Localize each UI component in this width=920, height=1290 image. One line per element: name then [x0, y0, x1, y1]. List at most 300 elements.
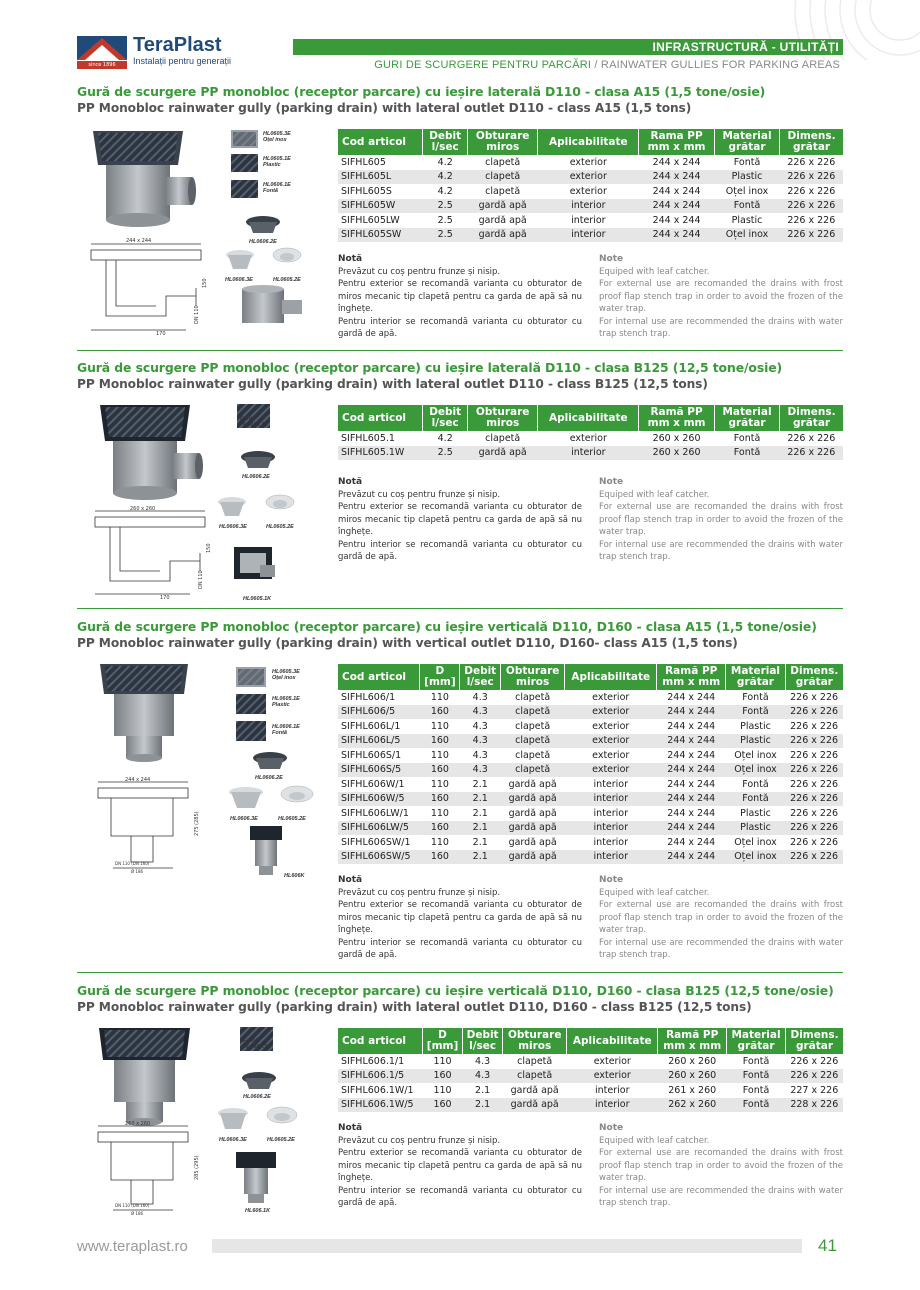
note-ro-3 — [338, 874, 582, 962]
table-cell: SIFHL606LW/1 — [341, 807, 409, 819]
flap-trap-icon-4 — [266, 1106, 298, 1134]
category-bar: INFRASTRUCTURĂ - UTILITĂȚI — [293, 39, 843, 55]
table-cell: 2.1 — [472, 778, 488, 790]
table-cell: 4.2 — [437, 185, 453, 197]
table-cell: 244 x 244 — [652, 156, 701, 168]
column-header: D [mm] — [423, 1028, 463, 1054]
table-row — [338, 199, 843, 214]
note-en-head: Note — [599, 254, 624, 264]
table-cell: 226 x 226 — [787, 156, 836, 168]
table-row — [338, 777, 843, 792]
column-header: Material grătar — [727, 1028, 786, 1054]
table-cell: 260 x 260 — [658, 1069, 727, 1084]
note-en-4 — [599, 1122, 843, 1210]
logo-tagline: Instalații pentru generații — [133, 56, 232, 66]
note-en-head: Note — [599, 477, 624, 487]
column-header: Debit l/sec — [423, 129, 468, 155]
table-cell: exterior — [565, 734, 657, 749]
leaf-basket-icon-3 — [250, 749, 290, 773]
table-row — [338, 690, 843, 705]
table-cell: Oțel inox — [734, 836, 777, 848]
section-2-title-ro: Gură de scurgere PP monobloc (receptor parcare) cu ieșire laterală D110 - clasa B125 (12,5 tone/osie) — [77, 360, 783, 375]
section-3-title-en: PP Monobloc rainwater gully (parking drain) with vertical outlet D110, D160- class A15 (1,5 tons) — [77, 636, 738, 650]
table-row — [338, 170, 843, 185]
note-en-l1: Equiped with leaf catcher. — [599, 266, 710, 277]
table-cell: gardă apă — [478, 214, 527, 226]
acc-label-2-4: HL0605.2E — [266, 524, 294, 530]
table-cell: Fontă — [726, 705, 785, 720]
column-header: Ramă PP mm x mm — [639, 405, 715, 431]
table-cell: 160 — [420, 821, 460, 836]
table-cell: SIFHL606.1/5 — [338, 1069, 423, 1084]
table-cell: 244 x 244 — [667, 691, 716, 703]
table-cell: 226 x 226 — [785, 734, 843, 749]
table-cell: clapetă — [501, 734, 565, 749]
table-cell: 110 — [433, 1084, 452, 1096]
table-row — [338, 850, 843, 865]
table-cell: 4.3 — [460, 734, 501, 749]
acc-label-2: HL0605.1E Plastic — [263, 156, 291, 168]
table-cell: 110 — [433, 1055, 452, 1067]
table-cell: gardă apă — [467, 446, 537, 461]
table-cell: 160 — [420, 792, 460, 807]
dim-width-2: 260 x 260 — [130, 506, 156, 512]
table-cell: interior — [595, 1084, 630, 1096]
table-cell: gardă apă — [467, 228, 537, 243]
table-cell: 244 x 244 — [639, 170, 715, 185]
subtitle-ro: GURI DE SCURGERE PENTRU PARCĂRI — [374, 59, 592, 71]
water-trap-icon-4 — [217, 1107, 249, 1133]
grate-cast-icon — [231, 180, 258, 198]
table-cell: SIFHL605.1W — [338, 446, 423, 461]
table-cell: 244 x 244 — [652, 214, 701, 226]
table-row — [338, 705, 843, 720]
table-cell: 226 x 226 — [787, 432, 836, 444]
section-2-title-en: PP Monobloc rainwater gully (parking drain) with lateral outlet D110 - class B125 (12,5 tons) — [77, 377, 708, 391]
table-cell: 2.5 — [423, 228, 468, 243]
table-cell: 226 x 226 — [787, 214, 836, 226]
teraplast-logo — [77, 34, 247, 68]
section-4-title-en: PP Monobloc rainwater gully (parking drain) with lateral outlet D110, D160 - class B125 (12,5 tons) — [77, 1000, 752, 1014]
table-row — [338, 835, 843, 850]
logo-name: TeraPlast — [133, 34, 222, 56]
column-header: Cod articol — [338, 664, 420, 690]
table-cell: SIFHL606.1W/1 — [341, 1084, 414, 1096]
table-cell: 244 x 244 — [657, 821, 726, 836]
table-row — [338, 792, 843, 807]
table-cell: 4.2 — [423, 170, 468, 185]
header-subtitle — [293, 59, 840, 71]
table-cell: 244 x 244 — [667, 720, 716, 732]
table-cell: SIFHL606LW/5 — [338, 821, 420, 836]
dim-height-2: 150 — [206, 543, 212, 553]
table-cell: 228 x 226 — [786, 1098, 843, 1113]
table-cell: exterior — [592, 691, 630, 703]
note-en-l2: For external use are recomanded the drains with frost proof flap stench trap in order to avoid the frozen of the water trap. — [599, 1148, 843, 1183]
table-cell: SIFHL605LW — [341, 214, 400, 226]
water-trap-icon-3 — [228, 786, 264, 812]
dim-width-3: 244 x 244 — [125, 777, 151, 783]
table-cell: exterior — [567, 1069, 658, 1084]
column-header: Ramă PP mm x mm — [658, 1028, 727, 1054]
acc-label-4-1: Fontă HL0606.1E — [243, 1038, 271, 1050]
table-cell: 226 x 226 — [790, 807, 839, 819]
table-cell: SIFHL605S — [341, 185, 392, 197]
table-cell: SIFHL606W/1 — [341, 778, 405, 790]
note-en-l3: For internal use are recommended the drains with water trap stench trap. — [599, 316, 843, 339]
note-ro-2 — [338, 476, 582, 564]
table-cell: interior — [593, 807, 628, 819]
note-ro-1 — [338, 253, 582, 341]
note-en-l3: For internal use are recommended the drains with water trap stench trap. — [599, 937, 843, 960]
note-en-l2: For external use are recomanded the drains with frost proof flap stench trap in order to avoid the frozen of the water trap. — [599, 900, 843, 935]
note-ro-head: Notă — [338, 875, 363, 885]
gully-vertical-drawing — [93, 776, 203, 874]
note-ro-4 — [338, 1122, 582, 1210]
gully-vertical-b125-photo — [97, 1026, 192, 1126]
table-cell: 226 x 226 — [780, 170, 843, 185]
table-cell: 226 x 226 — [790, 691, 839, 703]
table-cell: SIFHL605W — [338, 199, 423, 214]
note-en-l2: For external use are recomanded the drains with frost proof flap stench trap in order to avoid the frozen of the water trap. — [599, 279, 843, 314]
flap-trap-icon-3 — [280, 785, 314, 813]
leaf-basket-icon-4 — [239, 1069, 279, 1093]
note-ro-l2: Pentru exterior se recomandă varianta cu obturator de miros mecanic tip clapetă pentru ca garda de apă să nu înghețe. — [338, 900, 582, 935]
table-cell: 244 x 244 — [657, 734, 726, 749]
acc-label-2-3: HL0606.3E — [219, 524, 247, 530]
spec-table-3 — [338, 664, 843, 864]
table-cell: 2.5 — [423, 446, 468, 461]
table-cell: 226 x 226 — [780, 446, 843, 461]
table-cell: 160 — [420, 763, 460, 778]
acc-label-3-2: HL0605.1E Plastic — [272, 696, 300, 708]
table-cell: SIFHL605SW — [338, 228, 423, 243]
table-cell: clapetă — [515, 691, 551, 703]
acc-label-3-4: HL0606.2E — [255, 775, 283, 781]
outlet-insert-icon — [237, 284, 307, 332]
table-cell: 226 x 226 — [785, 850, 843, 865]
section-1 — [77, 84, 843, 115]
table-cell: gardă apă — [501, 821, 565, 836]
table-cell: Plastic — [726, 821, 785, 836]
note-en-l1: Equiped with leaf catcher. — [599, 887, 710, 898]
table-cell: SIFHL606S/5 — [338, 763, 420, 778]
grate-cast-icon-3 — [236, 721, 266, 741]
table-cell: 4.3 — [472, 749, 488, 761]
dim-height-4: 285 (295) — [194, 1155, 200, 1180]
dim-outlet-3: DN 110 (DN 160) — [115, 861, 150, 866]
table-cell: 4.3 — [460, 763, 501, 778]
table-cell: 2.1 — [475, 1084, 491, 1096]
column-header: D [mm] — [420, 664, 460, 690]
table-cell: Oțel inox — [726, 850, 785, 865]
table-cell: 244 x 244 — [652, 185, 701, 197]
note-ro-head: Notă — [338, 477, 363, 487]
table-cell: 2.1 — [460, 792, 501, 807]
subtitle-en: RAINWATER GULLIES FOR PARKING AREAS — [600, 59, 840, 71]
table-cell: exterior — [592, 749, 630, 761]
table-cell: exterior — [569, 432, 607, 444]
table-row — [338, 446, 843, 461]
acc-label-4-3: HL0606.3E — [219, 1137, 247, 1143]
table-row — [338, 184, 843, 199]
column-header: Dimens. grătar — [785, 664, 843, 690]
table-cell: interior — [565, 850, 657, 865]
table-cell: exterior — [565, 705, 657, 720]
note-ro-l2: Pentru exterior se recomandă varianta cu obturator de miros mecanic tip clapetă pentru ca garda de apă să nu înghețe. — [338, 279, 582, 314]
table-cell: SIFHL606S/1 — [341, 749, 402, 761]
column-header: Obturare miros — [501, 664, 565, 690]
note-ro-l1: Prevăzut cu coș pentru frunze și nisip. — [338, 489, 501, 500]
table-row — [338, 1054, 843, 1069]
note-ro-l3: Pentru interior se recomandă varianta cu obturator cu gardă de apă. — [338, 539, 582, 562]
table-cell: clapetă — [517, 1055, 553, 1067]
logo-since: since 1896 — [77, 61, 127, 69]
table-row — [338, 748, 843, 763]
table-row — [338, 431, 843, 446]
table-cell: 4.2 — [437, 432, 453, 444]
table-cell: exterior — [593, 1055, 631, 1067]
table-cell: 226 x 226 — [780, 199, 843, 214]
dim-height: 150 — [202, 278, 208, 288]
grate-plastic-icon — [231, 154, 258, 172]
table-row — [338, 763, 843, 778]
column-header: Cod articol — [338, 129, 423, 155]
flap-trap-icon — [272, 247, 302, 273]
gully-vertical-b125-drawing — [93, 1120, 203, 1216]
gully-lateral-b125-drawing — [90, 505, 215, 600]
table-cell: 244 x 244 — [667, 836, 716, 848]
spec-table-4 — [338, 1028, 843, 1112]
table-cell: SIFHL605.1 — [341, 432, 395, 444]
table-cell: 226 x 226 — [785, 821, 843, 836]
table-cell: 4.3 — [460, 705, 501, 720]
table-cell: 260 x 260 — [639, 446, 715, 461]
table-cell: SIFHL606SW/1 — [341, 836, 411, 848]
table-row — [338, 228, 843, 243]
note-en-2 — [599, 476, 843, 564]
table-cell: clapetă — [515, 720, 551, 732]
table-cell: Oțel inox — [714, 228, 779, 243]
table-cell: 4.2 — [437, 156, 453, 168]
dim-length-2: 170 — [160, 595, 170, 600]
table-cell: clapetă — [485, 156, 521, 168]
subtitle-sep: / — [591, 59, 601, 71]
table-cell: 226 x 226 — [790, 836, 839, 848]
table-row — [338, 213, 843, 228]
table-cell: interior — [538, 446, 639, 461]
table-cell: 244 x 244 — [639, 228, 715, 243]
table-cell: Plastic — [731, 214, 763, 226]
dim-outlet-2: DN 110 — [198, 570, 204, 589]
column-header: Aplicabilitate — [567, 1028, 658, 1054]
dim-outlet: DN 110 — [194, 305, 200, 324]
acc-label-1: HL0605.3E Oțel inox — [263, 131, 291, 143]
table-cell: SIFHL606.1W/5 — [338, 1098, 423, 1113]
acc-label-4-4: HL0605.2E — [267, 1137, 295, 1143]
table-cell: SIFHL606/5 — [338, 705, 420, 720]
table-cell: SIFHL606L/1 — [341, 720, 401, 732]
acc-label-3: HL0606.1E Fontă — [263, 182, 291, 194]
note-en-3 — [599, 874, 843, 962]
table-cell: Oțel inox — [725, 185, 769, 197]
table-cell: exterior — [565, 763, 657, 778]
note-ro-l3: Pentru interior se recomandă varianta cu obturator cu gardă de apă. — [338, 1185, 582, 1208]
acc-label-4-5: HL606.1K — [245, 1208, 271, 1214]
water-trap-icon — [225, 249, 255, 273]
dim-length: 170 — [156, 331, 166, 336]
column-header: Material grătar — [714, 405, 779, 431]
table-cell: clapetă — [501, 763, 565, 778]
table-cell: Fontă — [733, 156, 761, 168]
section-2 — [77, 360, 843, 391]
table-cell: 110 — [430, 836, 449, 848]
table-cell: 244 x 244 — [657, 850, 726, 865]
table-cell: clapetă — [501, 705, 565, 720]
table-cell: 2.1 — [472, 836, 488, 848]
column-header: Dimens. grătar — [780, 405, 843, 431]
table-cell: Oțel inox — [734, 749, 777, 761]
table-row — [338, 1098, 843, 1113]
column-header: Obturare miros — [467, 405, 537, 431]
table-cell: Fontă — [742, 1084, 770, 1096]
table-cell: 226 x 226 — [790, 1055, 839, 1067]
note-ro-l2: Pentru exterior se recomandă varianta cu obturator de miros mecanic tip clapetă pentru ca garda de apă să nu înghețe. — [338, 502, 582, 537]
acc-label-5: HL0606.3E — [225, 277, 253, 283]
column-header: Aplicabilitate — [565, 664, 657, 690]
table-cell: 160 — [420, 734, 460, 749]
section-1-title-ro: Gură de scurgere PP monobloc (receptor parcare) cu ieșire laterală D110 - clasa A15 (1,5 tone/osie) — [77, 84, 766, 99]
table-cell: interior — [571, 214, 606, 226]
table-cell: clapetă — [503, 1069, 567, 1084]
table-cell: 226 x 226 — [780, 228, 843, 243]
table-row — [338, 155, 843, 170]
table-row — [338, 1083, 843, 1098]
table-cell: 2.1 — [462, 1098, 502, 1113]
table-cell: 226 x 226 — [785, 792, 843, 807]
acc-grate-cast — [231, 180, 258, 202]
table-cell: 244 x 244 — [657, 792, 726, 807]
gully-lateral-drawing — [86, 236, 211, 336]
table-row — [338, 734, 843, 749]
table-row — [338, 1069, 843, 1084]
column-header: Debit l/sec — [462, 1028, 502, 1054]
column-header: Debit l/sec — [423, 405, 468, 431]
table-cell: 244 x 244 — [657, 763, 726, 778]
table-cell: 244 x 244 — [667, 749, 716, 761]
grate-inox-icon — [231, 130, 258, 148]
vertical-insert-icon — [250, 826, 282, 876]
note-en-head: Note — [599, 1123, 624, 1133]
table-cell: 110 — [430, 691, 449, 703]
table-cell: 244 x 244 — [639, 199, 715, 214]
leaf-basket-icon-2 — [238, 448, 278, 472]
table-cell: 244 x 244 — [667, 807, 716, 819]
table-cell: Fontă — [733, 432, 761, 444]
divider-1 — [77, 350, 843, 351]
note-en-l1: Equiped with leaf catcher. — [599, 1135, 710, 1146]
table-cell: SIFHL606W/5 — [338, 792, 420, 807]
note-ro-l1: Prevăzut cu coș pentru frunze și nisip. — [338, 1135, 501, 1146]
table-cell: exterior — [538, 170, 639, 185]
table-cell: 226 x 226 — [790, 720, 839, 732]
note-en-1 — [599, 253, 843, 341]
acc-label-3-6: HL0605.2E — [278, 816, 306, 822]
table-cell: Plastic — [714, 170, 779, 185]
gully-vertical-photo — [98, 662, 190, 762]
table-cell: 261 x 260 — [668, 1084, 717, 1096]
table-cell: Fontă — [714, 199, 779, 214]
table-cell: 226 x 226 — [787, 185, 836, 197]
table-cell: clapetă — [515, 749, 551, 761]
table-cell: SIFHL606SW/5 — [338, 850, 420, 865]
table-cell: SIFHL606/1 — [341, 691, 396, 703]
column-header: Obturare miros — [467, 129, 537, 155]
column-header: Cod articol — [338, 405, 423, 431]
section-3-title-ro: Gură de scurgere PP monobloc (receptor parcare) cu ieșire verticală D110, D160 - clasa A15 (1,5 tone/osie) — [77, 619, 817, 634]
gully-lateral-photo — [88, 127, 198, 232]
table-cell: 160 — [423, 1098, 463, 1113]
table-cell: interior — [593, 778, 628, 790]
table-cell: SIFHL605 — [341, 156, 386, 168]
divider-3 — [77, 972, 843, 973]
grate-plastic-icon-3 — [236, 694, 266, 714]
column-header: Aplicabilitate — [538, 129, 639, 155]
acc-label-6: HL0605.2E — [273, 277, 301, 283]
dim-diam-4: Ø 186 — [131, 1211, 144, 1216]
column-header: Debit l/sec — [460, 664, 501, 690]
dim-width-4: 260 x 260 — [125, 1121, 151, 1127]
acc-label-4-2: HL0606.2E — [243, 1094, 271, 1100]
table-cell: clapetă — [485, 432, 521, 444]
acc-label-3-5: HL0606.3E — [230, 816, 258, 822]
column-header: Dimens. grătar — [786, 1028, 843, 1054]
table-cell: Fontă — [727, 1069, 786, 1084]
table-cell: 227 x 226 — [790, 1084, 839, 1096]
note-ro-l1: Prevăzut cu coș pentru frunze și nisip. — [338, 887, 501, 898]
column-header: Ramă PP mm x mm — [657, 664, 726, 690]
note-en-head: Note — [599, 875, 624, 885]
table-cell: 2.1 — [472, 807, 488, 819]
table-cell: Plastic — [740, 720, 771, 732]
section-4-title-ro: Gură de scurgere PP monobloc (receptor parcare) cu ieșire verticală D110, D160 - clasa B125 (12,5 tone/osie) — [77, 983, 834, 998]
dim-diam-3: Ø 186 — [131, 869, 144, 874]
note-en-l1: Equiped with leaf catcher. — [599, 489, 710, 500]
dim-width: 244 x 244 — [126, 238, 152, 244]
column-header: Material grătar — [726, 664, 785, 690]
table-cell: 110 — [430, 720, 449, 732]
section-3 — [77, 619, 843, 650]
table-cell: Fontă — [742, 691, 769, 703]
table-cell: 4.3 — [472, 691, 488, 703]
table-cell: 244 x 244 — [667, 778, 716, 790]
table-cell: 110 — [430, 749, 449, 761]
note-ro-l2: Pentru exterior se recomandă varianta cu obturator de miros mecanic tip clapetă pentru ca garda de apă să nu înghețe. — [338, 1148, 582, 1183]
table-cell: gardă apă — [501, 850, 565, 865]
table-cell: exterior — [592, 720, 630, 732]
footer-bar — [212, 1239, 802, 1253]
footer-url[interactable]: www.teraplast.ro — [77, 1238, 188, 1255]
table-cell: 260 x 260 — [668, 1055, 717, 1067]
table-cell: gardă apă — [501, 792, 565, 807]
section-4 — [77, 983, 843, 1014]
column-header: Rama PP mm x mm — [639, 129, 715, 155]
table-cell: Oțel inox — [726, 763, 785, 778]
table-cell: 226 x 226 — [785, 763, 843, 778]
note-ro-l3: Pentru interior se recomandă varianta cu obturator cu gardă de apă. — [338, 316, 582, 339]
table-cell: gardă apă — [503, 1098, 567, 1113]
acc-label-3-1: HL0605.3E Oțel inox — [272, 669, 300, 681]
